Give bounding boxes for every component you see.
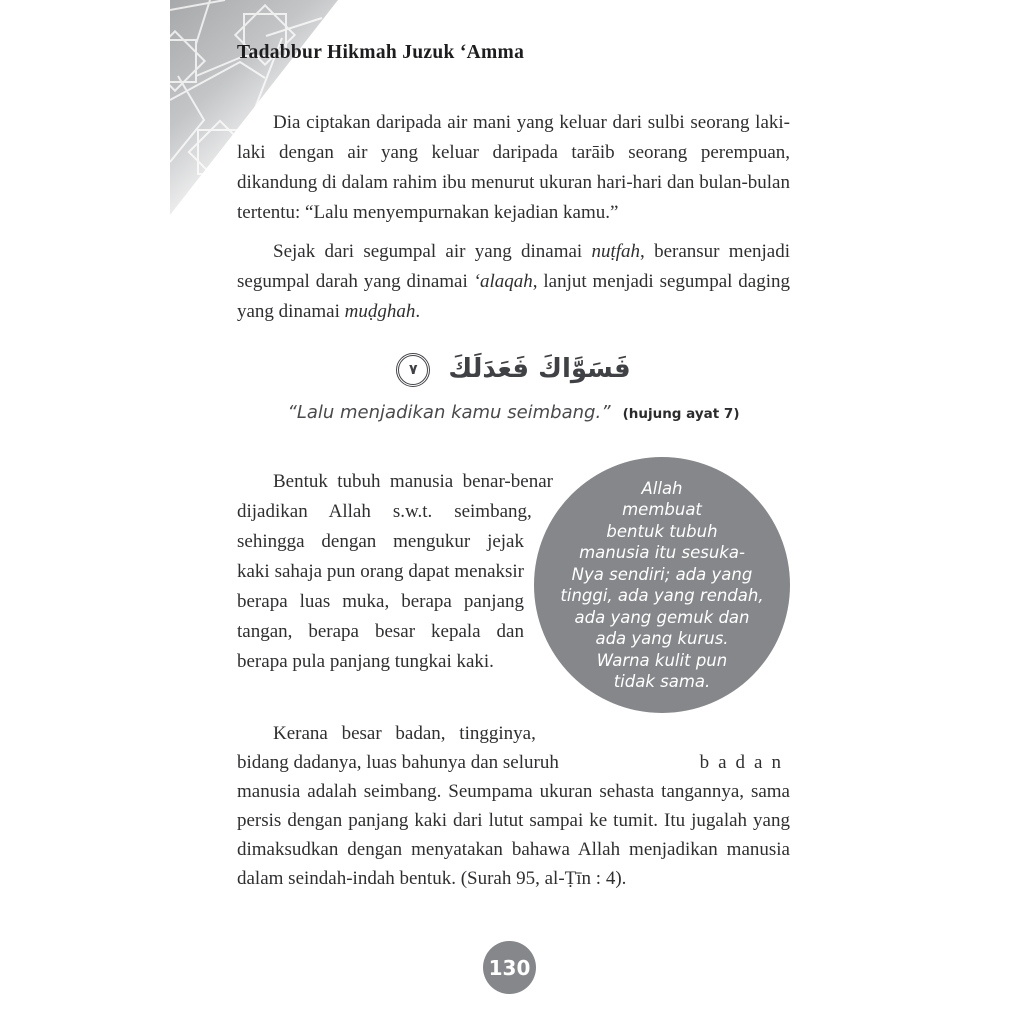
pull-quote-circle (534, 457, 790, 713)
arabic-verse (237, 349, 790, 389)
paragraph-3: Bentuk tubuh manusia benar-benar dijadikan Allah s.w.t. seimbang, sehingga dengan mengukur jejak kaki sahaja pun orang dapat menaksir berapa luas muka, berapa panjang tangan, berapa besar kepala dan berapa pula panjang tungkai kaki. (237, 471, 553, 672)
paragraph-4-spread-word: badan (699, 752, 790, 773)
paragraph-4-line2-left: bidang dadanya, luas bahunya dan seluruh (237, 752, 559, 773)
ayah-number-marker: ٧ (396, 353, 430, 387)
paragraph-4-block (237, 719, 790, 893)
paragraph-3-block (237, 467, 790, 691)
paragraph-1: Dia ciptakan daripada air mani yang keluar dari sulbi seorang laki-laki dengan air yang keluar daripada tarāib seorang perempuan, dikandung di dalam rahim ibu menurut ukuran hari-hari dan bulan-bulan tertentu: “Lalu menyempurnakan kejadian kamu.” (237, 112, 790, 223)
paragraph-2: Sejak dari segumpal air yang dinamai nuṭfah, beransur menjadi segumpal darah yang dinamai ‘alaqah, lanjut menjadi segumpal daging yang dinamai muḍghah. (237, 241, 790, 322)
verse-translation: “Lalu menjadikan kamu seimbang.” (287, 402, 611, 423)
verse-caption (237, 399, 790, 427)
pull-quote-text: Allah membuat bentuk tubuh manusia itu sesuka- Nya sendiri; ada yang tinggi, ada yang rendah, ada yang gemuk dan ada yang kurus. Warna kulit pun tidak sama. (560, 478, 764, 691)
paragraph-4-rest: manusia adalah seimbang. Seumpama ukuran sehasta tangannya, sama persis dengan panjang kaki dari lutut sampai ke tumit. Itu jugalah yang dimaksudkan dengan menyatakan bahawa Allah menjadikan manusia dalam seindah-indah bentuk. (Surah 95, al-Ṭīn : 4). (237, 781, 790, 889)
page-body (237, 108, 790, 893)
page-header: Tadabbur Hikmah Juzuk ‘Amma (237, 42, 525, 63)
paragraph-4-line1: Kerana besar badan, tingginya, (273, 723, 536, 744)
paragraph-4-line2 (237, 748, 790, 777)
page-number: 130 (488, 955, 531, 980)
arabic-verse-text: فَسَوَّاكَ فَعَدَلَكَ (448, 354, 631, 384)
verse-reference: (hujung ayat 7) (622, 406, 740, 422)
page-number-badge (483, 941, 536, 994)
